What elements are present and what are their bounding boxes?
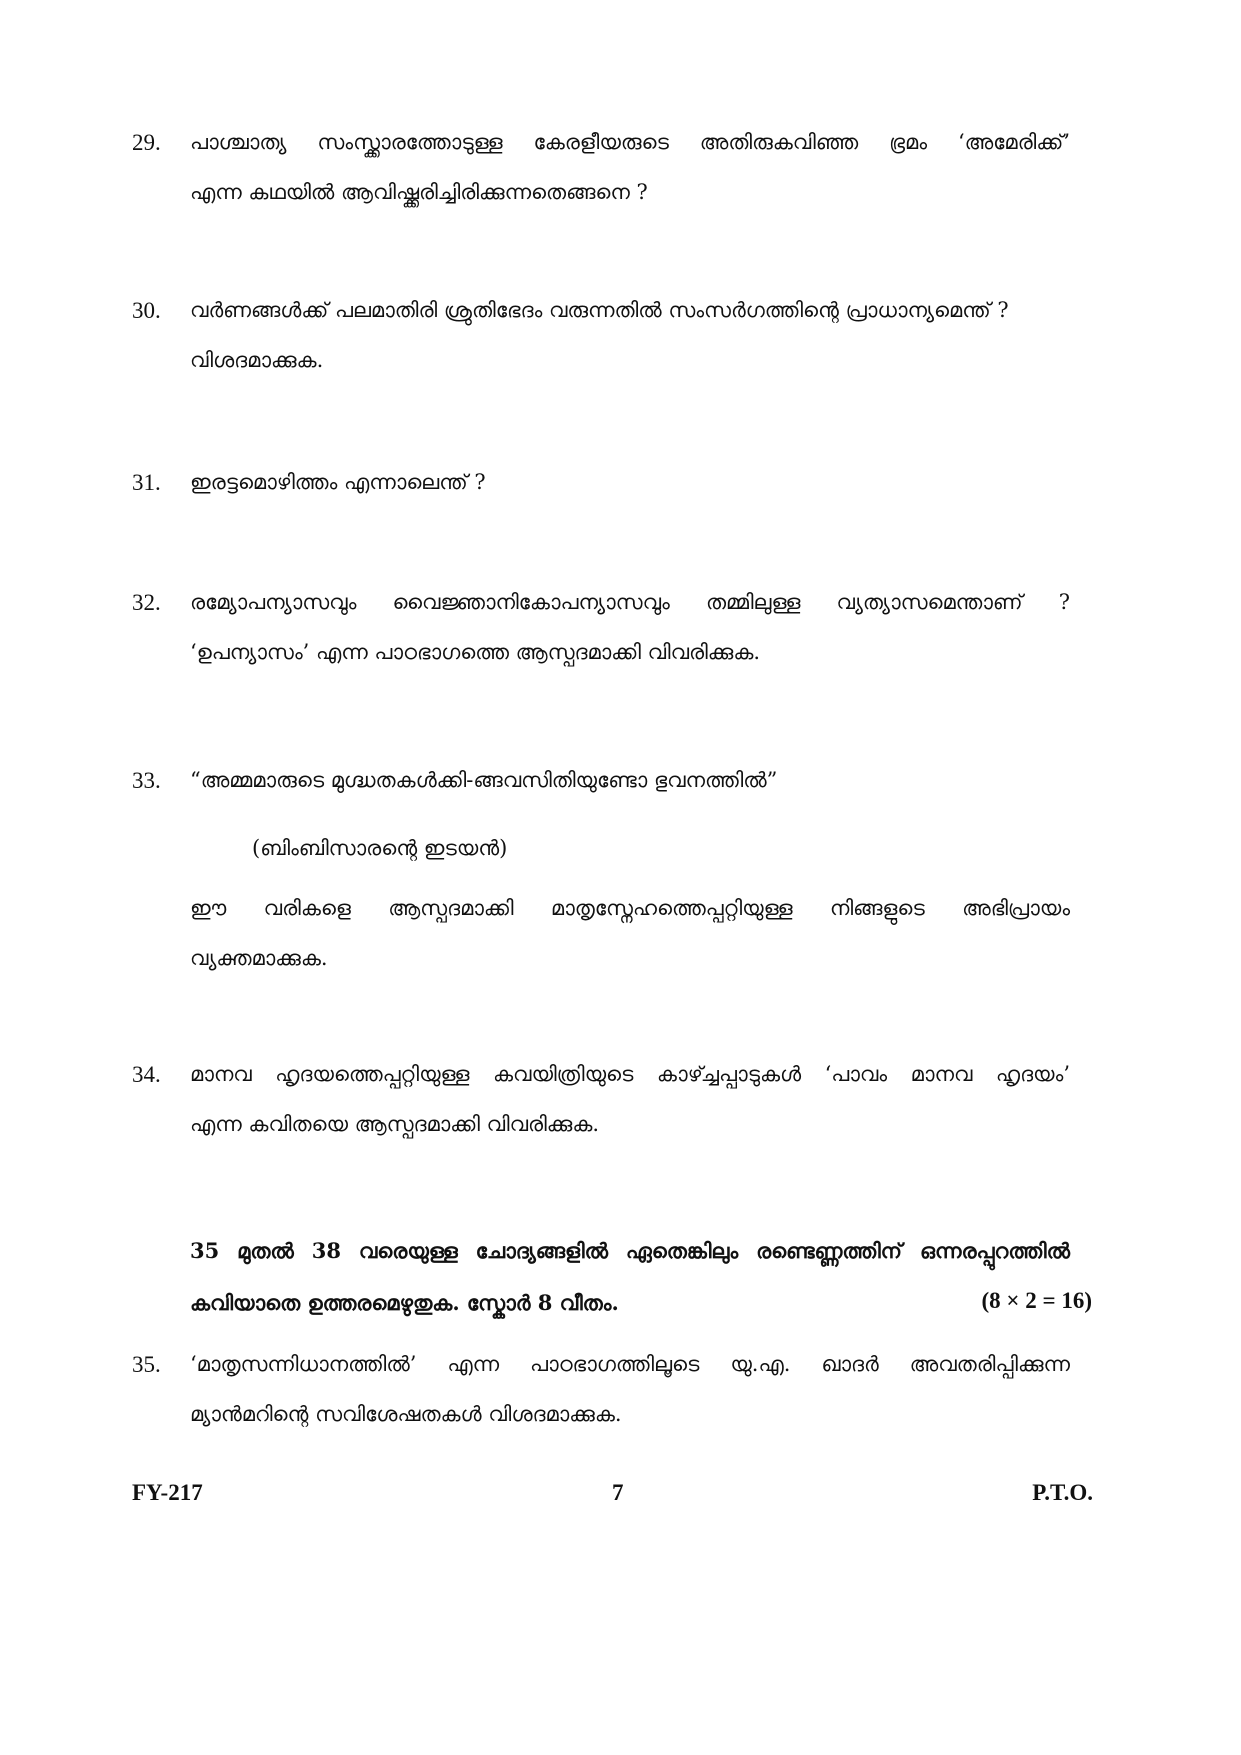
question-number: 32.	[132, 590, 161, 615]
quoted-verse: “അമ്മമാരുടെ മുഗ്ദ്ധതകൾക്കി-ങ്ങവസിതിയുണ്ടോ ഭുവനത്തിൽ”	[190, 768, 778, 792]
question-text-line: രമ്യോപന്യാസവും വൈജ്ഞാനികോപന്യാസവും തമ്മിലുള്ള വ്യത്യാസമെന്താണ് ?	[190, 590, 1070, 614]
question-number: 35.	[132, 1352, 161, 1377]
instruction-line: 35 മുതൽ 38 വരെയുള്ള ചോദ്യങ്ങളിൽ ഏതെങ്കിലും രണ്ടെണ്ണത്തിന് ഒന്നരപ്പുറത്തിൽ	[190, 1238, 1070, 1263]
question-text-line: ഈ വരികളെ ആസ്പദമാക്കി മാതൃസ്നേഹത്തെപ്പറ്റിയുള്ള നിങ്ങളുടെ അഭിപ്രായം	[190, 896, 1070, 920]
question-text-line: ഇരട്ടമൊഴിത്തം എന്നാലെന്ത് ?	[190, 470, 486, 494]
question-text-line: വർണങ്ങൾക്ക് പലമാതിരി ശ്രുതിഭേദം വരുന്നതിൽ സംസർഗത്തിന്റെ പ്രാധാന്യമെന്ത് ?	[190, 298, 1009, 322]
question-number: 34.	[132, 1062, 161, 1087]
instruction-line: കവിയാതെ ഉത്തരമെഴുതുക. സ്കോർ 8 വീതം.	[190, 1290, 619, 1315]
question-number: 30.	[132, 298, 161, 323]
please-turn-over: P.T.O.	[1032, 1480, 1093, 1505]
question-text-line: എന്ന കഥയിൽ ആവിഷ്ക്കരിച്ചിരിക്കുന്നതെങ്ങനെ ?	[190, 180, 648, 204]
question-text-line: പാശ്ചാത്യ സംസ്ക്കാരത്തോടുള്ള കേരളീയരുടെ അതിരുകവിഞ്ഞ ഭ്രമം ‘അമേരിക്ക്’	[190, 130, 1070, 154]
question-text-line: എന്ന കവിതയെ ആസ്പദമാക്കി വിവരിക്കുക.	[190, 1112, 600, 1136]
question-text-line: വ്യക്തമാക്കുക.	[190, 946, 328, 970]
question-text-line: മ്യാൻമറിന്റെ സവിശേഷതകൾ വിശദമാക്കുക.	[190, 1402, 622, 1426]
question-text-line: ‘മാതൃസന്നിധാനത്തിൽ’ എന്ന പാഠഭാഗത്തിലൂടെ യു.എ. ഖാദർ അവതരിപ്പിക്കുന്ന	[190, 1352, 1070, 1376]
question-number: 31.	[132, 470, 161, 495]
question-number: 29.	[132, 130, 161, 155]
marks-allocation: (8 × 2 = 16)	[981, 1288, 1092, 1313]
verse-source: (ബിംബിസാരന്റെ ഇടയൻ)	[252, 836, 508, 860]
question-text-line: ‘ഉപന്യാസം’ എന്ന പാഠഭാഗത്തെ ആസ്പദമാക്കി വിവരിക്കുക.	[190, 640, 761, 664]
page-number: 7	[612, 1480, 624, 1505]
question-text-line: വിശദമാക്കുക.	[190, 348, 324, 372]
question-text-line: മാനവ ഹൃദയത്തെപ്പറ്റിയുള്ള കവയിത്രിയുടെ കാഴ്ച്ചപ്പാടുകൾ ‘പാവം മാനവ ഹൃദയം’	[190, 1062, 1070, 1086]
paper-code: FY-217	[132, 1480, 203, 1505]
question-number: 33.	[132, 768, 161, 793]
